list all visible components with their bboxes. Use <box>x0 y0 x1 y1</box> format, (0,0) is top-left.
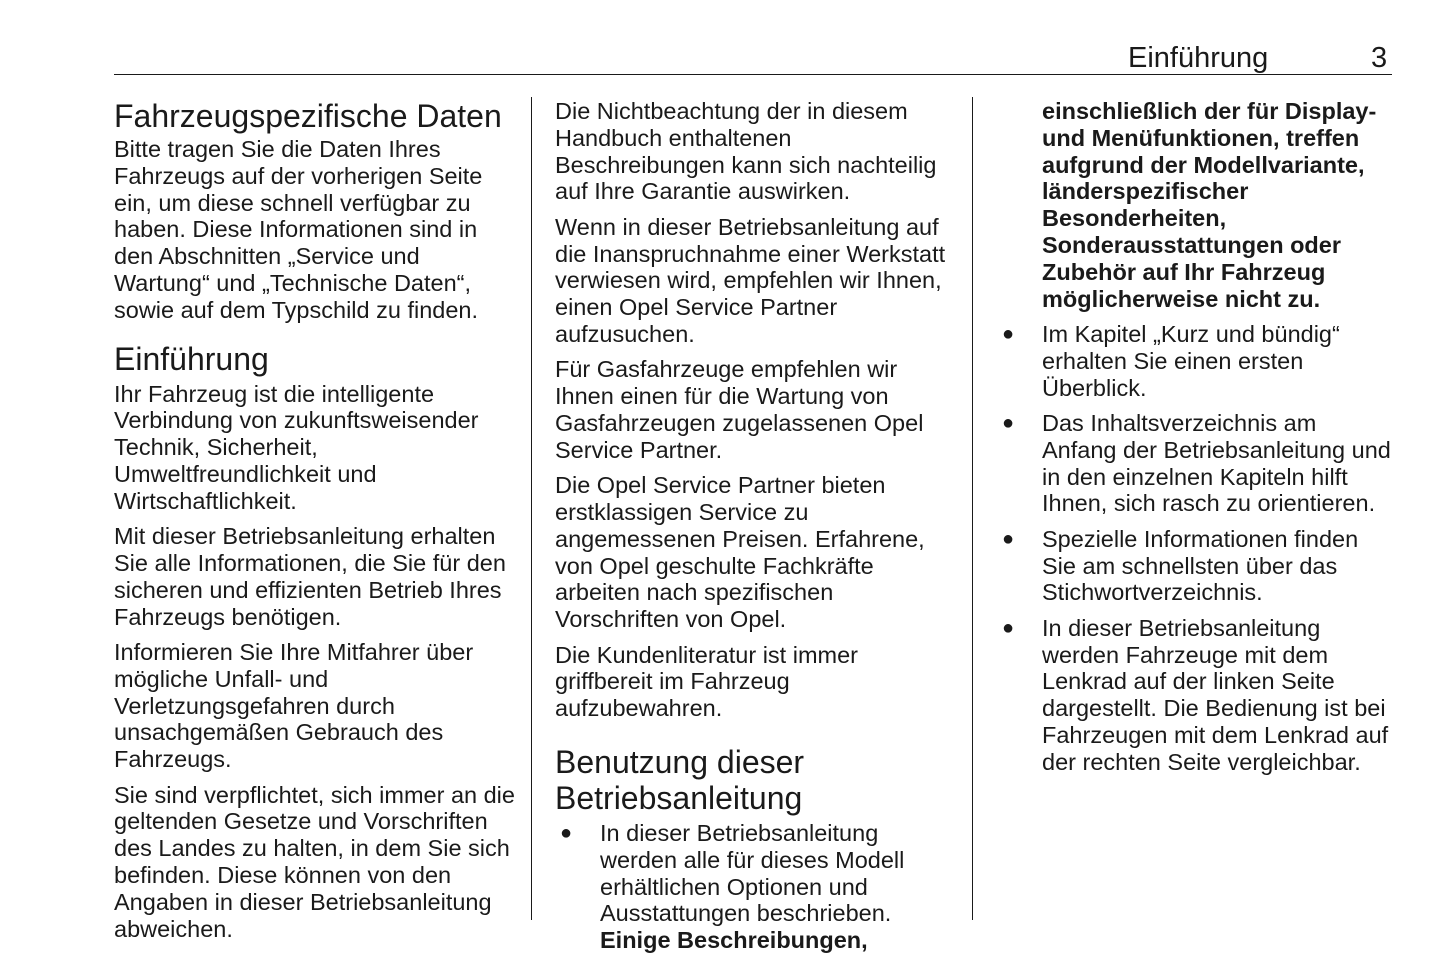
list-item-text: In dieser Betriebsanleitung werden Fahrzeuge mit dem Lenkrad auf der linken Seite dargestellt. Die Bedienung ist bei Fahrzeugen mit dem Lenkrad auf der rechten Seite vergleichbar. <box>1042 614 1389 775</box>
bullet-list <box>997 321 1395 776</box>
bullet-icon: ● <box>1002 411 1015 434</box>
column-3 <box>997 98 1395 784</box>
paragraph: Bitte tragen Sie die Daten Ihres Fahrzeugs auf der vorherigen Seite ein, um diese schnell verfügbar zu haben. Diese Informationen sind in den Abschnitten „Service und Wartung“ und „Technische Daten“, sowie auf dem Typschild zu finden. <box>114 136 483 323</box>
bullet-list <box>555 820 955 954</box>
paragraph: Für Gasfahrzeuge empfehlen wir Ihnen einen für die Wartung von Gasfahrzeugen zugelassenen Opel Service Partner. <box>555 356 924 463</box>
list-item-text: Im Kapitel „Kurz und bündig“ erhalten Sie einen ersten Überblick. <box>1042 320 1340 401</box>
page-number: 3 <box>1371 42 1388 74</box>
paragraph: Die Opel Service Partner bieten erstklassigen Service zu angemessenen Preisen. Erfahrene, von Opel geschulte Fachkräfte arbeiten nach spezifischen Vorschriften von Opel. <box>555 472 925 633</box>
bullet-icon: ● <box>1002 527 1015 550</box>
list-item <box>997 410 1395 517</box>
bold-continuation: einschließlich der für Display- und Menüfunktionen, treffen aufgrund der Modellvariante, länderspezifischer Besonderheiten, Sonderausstattungen oder Zubehör auf Ihr Fahrzeug möglicherweise nicht zu. <box>1042 98 1377 312</box>
list-item-bold-text: Einige Beschreibungen, <box>600 927 868 954</box>
list-item-text: Das Inhaltsverzeichnis am Anfang der Betriebsanleitung und in den einzelnen Kapiteln hilft Ihnen, sich rasch zu orientieren. <box>1042 409 1391 517</box>
paragraph: Ihr Fahrzeug ist die intelligente Verbindung von zukunftsweisender Technik, Sicherheit, Umweltfreundlichkeit und Wirtschaftlichkeit. <box>114 380 479 514</box>
running-header-title: Einführung <box>1128 42 1269 74</box>
paragraph: Informieren Sie Ihre Mitfahrer über mögliche Unfall- und Verletzungsgefahren durch unsachgemäßen Gebrauch des Fahrzeugs. <box>114 638 474 773</box>
list-item <box>997 321 1395 401</box>
heading-using-manual: Benutzung dieser Betriebsanleitung <box>555 743 805 816</box>
heading-introduction: Einführung <box>114 340 269 377</box>
paragraph: Wenn in dieser Betriebsanleitung auf die Inanspruchnahme einer Werkstatt verwiesen wird, empfehlen wir Ihnen, einen Opel Service Partner aufzusuchen. <box>555 213 946 347</box>
column-1 <box>114 98 516 951</box>
list-item <box>997 615 1395 776</box>
bullet-icon: ● <box>560 821 573 844</box>
header-rule <box>114 74 1392 75</box>
paragraph: Mit dieser Betriebsanleitung erhalten Sie alle Informationen, die Sie für den sicheren und effizienten Betrieb Ihres Fahrzeugs benötigen. <box>114 523 506 630</box>
list-item-text: In dieser Betriebsanleitung werden alle für dieses Modell erhältlichen Optionen und Ausstattungen beschrieben. <box>600 819 905 927</box>
list-item <box>555 820 955 954</box>
bullet-icon: ● <box>1002 322 1015 345</box>
paragraph: Sie sind verpflichtet, sich immer an die geltenden Gesetze und Vorschriften des Landes zu halten, in dem Sie sich befinden. Diese können von den Angaben in dieser Betriebsanleitung abweichen. <box>114 781 515 942</box>
bullet-icon: ● <box>1002 616 1015 639</box>
paragraph: Die Nichtbeachtung der in diesem Handbuch enthaltenen Beschreibungen kann sich nachteilig auf Ihre Garantie auswirken. <box>555 98 937 205</box>
column-divider-1 <box>531 97 532 920</box>
column-2 <box>555 98 955 962</box>
list-item-text: Spezielle Informationen finden Sie am schnellsten über das Stichwortverzeichnis. <box>1042 525 1359 606</box>
heading-vehicle-data: Fahrzeugspezifische Daten <box>114 98 502 134</box>
column-divider-2 <box>972 97 973 920</box>
paragraph: Die Kundenliteratur ist immer griffbereit im Fahrzeug aufzubewahren. <box>555 641 858 722</box>
list-item <box>997 526 1395 606</box>
